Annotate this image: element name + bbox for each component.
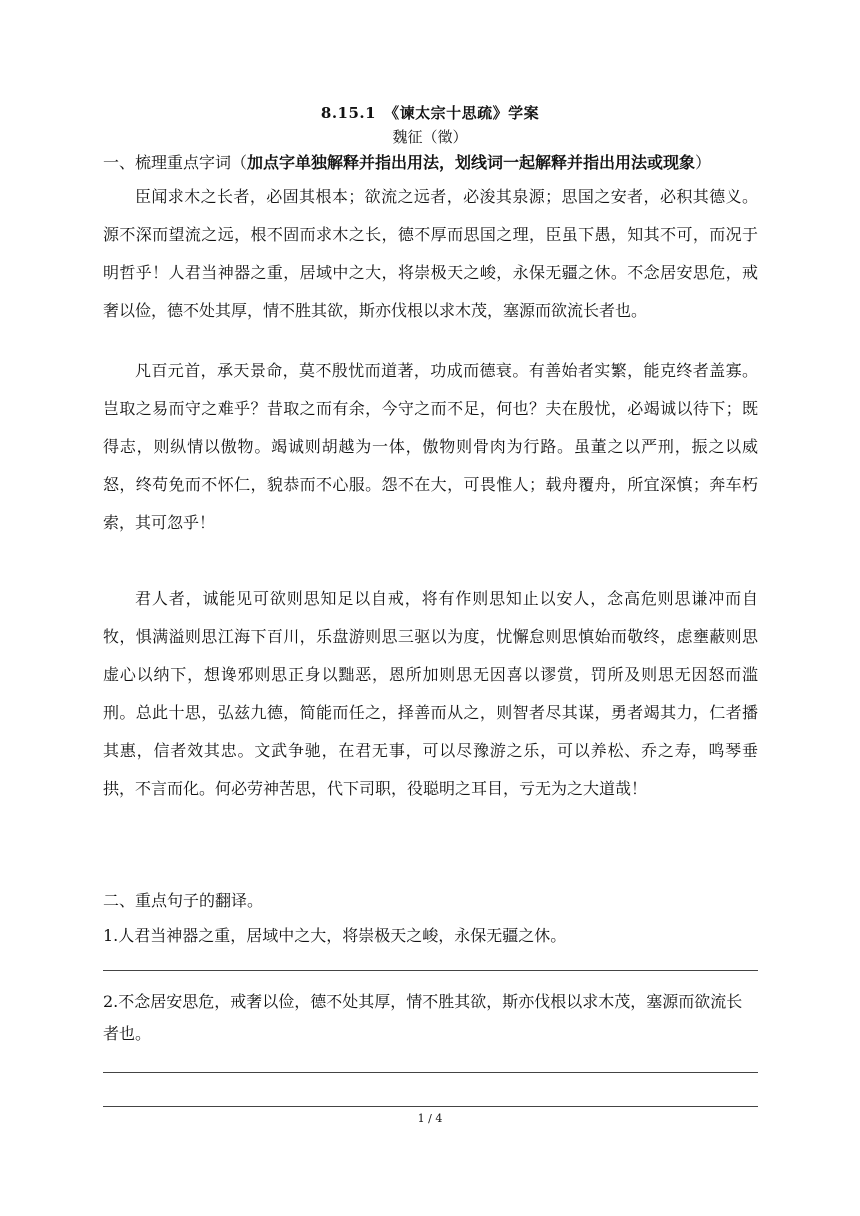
section-1-prefix: 一、梳理重点字词（ [103,153,248,172]
section-1-heading [103,150,711,173]
section-1-instruction: 加点字单独解释并指出用法，划线词一起解释并指出用法或现象 [247,153,696,172]
translation-question-1: 1.人君当神器之重，居域中之大，将崇极天之峻，永保无疆之休。 [103,926,567,945]
answer-line [103,970,758,971]
passage-paragraph-1: 臣闻求木之长者，必固其根本；欲流之远者，必浚其泉源；思国之安者，必积其德义。源不深而望流之远，根不固而求木之长，德不厚而思国之理，臣虽下愚，知其不可，而况于明哲乎！人君当神器之重，居域中之大，将崇极天之峻，永保无疆之休。不念居安思危，戒奢以俭，德不处其厚，情不胜其欲，斯亦伐根以求木茂，塞源而欲流长者也。 [103,187,758,320]
page-number: 1 / 4 [417,1112,443,1125]
author-line: 魏征（徵） [392,128,468,146]
section-2-heading: 二、重点句子的翻译。 [103,891,264,910]
document-title: 8.15.1 《谏太宗十思疏》学案 [320,104,540,122]
answer-line [103,1106,758,1107]
passage-paragraph-3: 君人者，诚能见可欲则思知足以自戒，将有作则思知止以安人，念高危则思谦冲而自牧，惧满溢则思江海下百川，乐盘游则思三驱以为度，忧懈怠则思慎始而敬终，虑壅蔽则思虚心以纳下，想谗邪则思正身以黜恶，恩所加则思无因喜以谬赏，罚所及则思无因怒而滥刑。总此十思，弘兹九德，简能而任之，择善而从之，则智者尽其谋，勇者竭其力，仁者播其惠，信者效其忠。文武争驰，在君无事，可以尽豫游之乐，可以养松、乔之寿，鸣琴垂拱，不言而化。何必劳神苦思，代下司职，役聪明之耳目，亏无为之大道哉！ [103,589,758,798]
translation-question-2: 2.不念居安思危，戒奢以俭，德不处其厚，情不胜其欲，斯亦伐根以求木茂，塞源而欲流长者也。 [103,992,743,1043]
section-1-suffix: ） [695,153,712,172]
answer-line [103,1072,758,1073]
passage-paragraph-2: 凡百元首，承天景命，莫不殷忧而道著，功成而德衰。有善始者实繁，能克终者盖寡。岂取之易而守之难乎？昔取之而有余，今守之而不足，何也？夫在殷忧，必竭诚以待下；既得志，则纵情以傲物。竭诚则胡越为一体，傲物则骨肉为行路。虽董之以严刑，振之以威怒，终苟免而不怀仁，貌恭而不心服。怨不在大，可畏惟人；载舟覆舟，所宜深慎；奔车朽索，其可忽乎！ [103,361,758,532]
